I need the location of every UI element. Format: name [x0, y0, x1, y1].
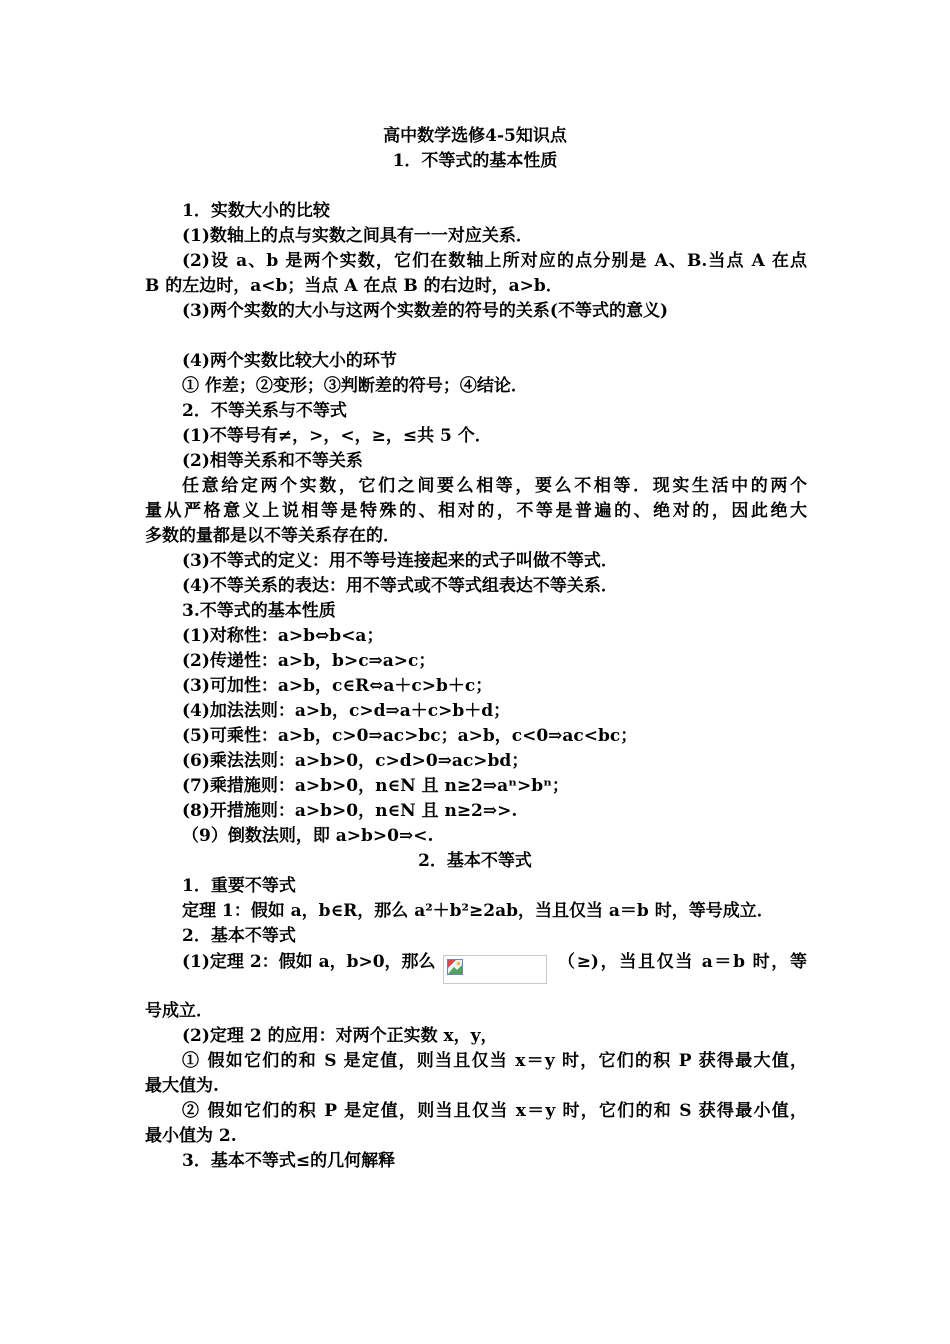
property-item: (6)乘法法则：a>b>0，c>d>0⇒ac>bd； [182, 751, 529, 771]
broken-image-icon [447, 959, 463, 975]
paragraph: (3)不等式的定义：用不等号连接起来的式子叫做不等式． [182, 551, 618, 571]
paragraph: ① 假如它们的和 S 是定值，则当且仅当 x＝y 时，它们的积 P 获得最大值， [182, 1051, 807, 1071]
property-item: (4)加法法则：a>b，c>d⇒a＋c>b＋d； [182, 701, 511, 721]
paragraph: (2)定理 2 的应用：对两个正实数 x，y， [182, 1026, 498, 1046]
property-item: （9）倒数法则，即 a>b>0⇒<. [182, 826, 434, 846]
paragraph: 多数的量都是以不等关系存在的． [145, 526, 400, 546]
formula-image-placeholder [443, 955, 547, 984]
paragraph: (4)两个实数比较大小的环节 [182, 351, 397, 371]
property-item: (2)传递性：a>b，b>c⇒a>c； [182, 651, 436, 671]
property-item: (8)开措施则：a>b>0，n∈N 且 n≥2⇒>. [182, 801, 518, 821]
property-item: (1)对称性：a>b⇔b<a； [182, 626, 384, 646]
theorem-2-start: (1)定理 2：假如 a，b>0，那么 [182, 952, 436, 972]
subheading-real-number-comparison: 1．实数大小的比较 [182, 201, 330, 221]
paragraph: 量从严格意义上说相等是特殊的、相对的，不等是普遍的、绝对的，因此绝大 [145, 501, 807, 521]
subheading-inequality-relation: 2．不等关系与不等式 [182, 401, 347, 421]
section-2-heading: 2．基本不等式 [418, 851, 532, 871]
paragraph: (1)数轴上的点与实数之间具有一一对应关系． [182, 226, 533, 246]
section-1-heading: 1．不等式的基本性质 [392, 151, 558, 171]
paragraph: B 的左边时，a<b；当点 A 在点 B 的右边时，a>b． [145, 276, 563, 296]
document-title: 高中数学选修4-5知识点 [383, 126, 567, 146]
paragraph: (3)两个实数的大小与这两个实数差的符号的关系(不等式的意义) [182, 301, 669, 321]
paragraph: ② 假如它们的积 P 是定值，则当且仅当 x＝y 时，它们的和 S 获得最小值， [182, 1101, 807, 1121]
paragraph: 最小值为 2. [145, 1126, 237, 1146]
paragraph: 号成立． [145, 1001, 213, 1021]
paragraph: ① 作差；②变形；③判断差的符号；④结论． [182, 376, 528, 396]
paragraph: (4)不等关系的表达：用不等式或不等式组表达不等关系． [182, 576, 618, 596]
theorem-1: 定理 1：假如 a，b∈R，那么 a²＋b²≥2ab，当且仅当 a＝b 时，等号成立． [182, 901, 774, 921]
subheading-basic-properties: 3.不等式的基本性质 [182, 601, 336, 621]
property-item: (7)乘措施则：a>b>0，n∈N 且 n≥2⇒aⁿ>bⁿ； [182, 776, 569, 796]
paragraph: 任意给定两个实数，它们之间要么相等，要么不相等．现实生活中的两个 [182, 476, 807, 496]
paragraph: (2)设 a、b 是两个实数，它们在数轴上所对应的点分别是 A、B.当点 A 在点 [182, 251, 807, 271]
paragraph: 最大值为. [145, 1076, 219, 1096]
subheading-important-inequality: 1．重要不等式 [182, 876, 296, 896]
paragraph: (1)不等号有≠，>，<，≥，≤共 5 个． [182, 426, 492, 446]
subheading-geometric-interpretation: 3．基本不等式≤的几何解释 [182, 1151, 396, 1171]
paragraph: (2)相等关系和不等关系 [182, 451, 363, 471]
property-item: (5)可乘性：a>b，c>0⇒ac>bc；a>b，c<0⇒ac<bc； [182, 726, 638, 746]
subheading-basic-inequality: 2．基本不等式 [182, 926, 296, 946]
theorem-2-end: （≥)，当且仅当 a＝b 时，等 [558, 952, 807, 972]
property-item: (3)可加性：a>b，c∈R⇔a＋c>b＋c； [182, 676, 493, 696]
